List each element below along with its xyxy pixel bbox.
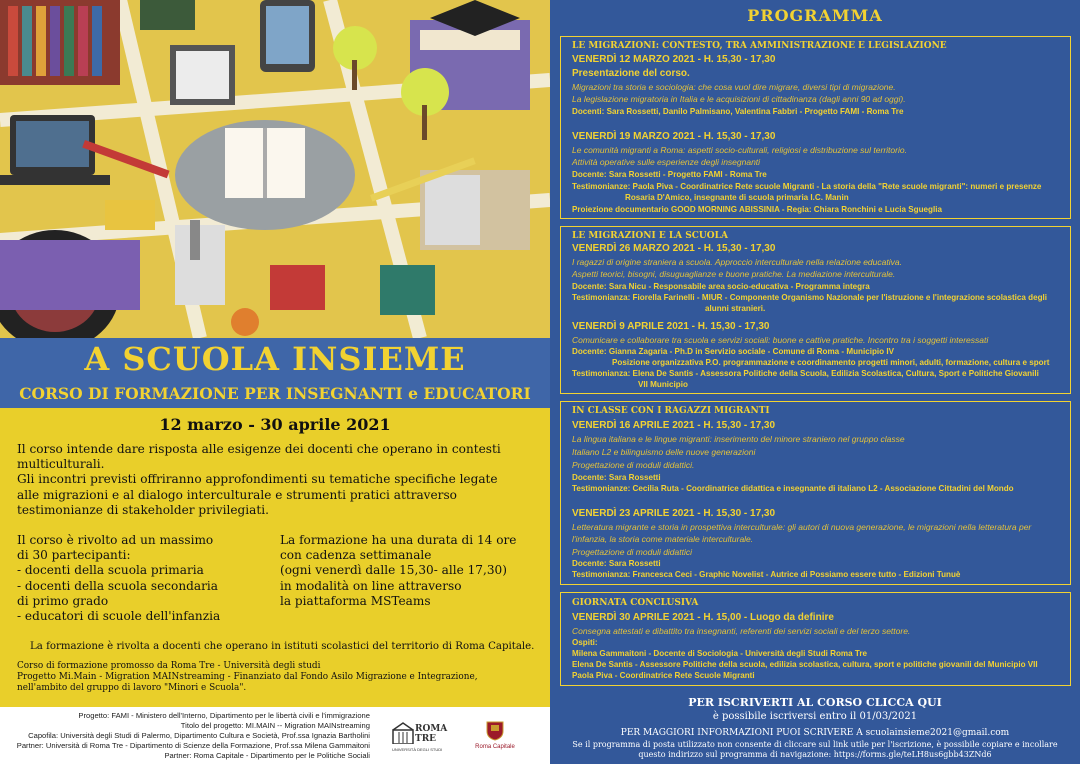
session-topic: Migrazioni tra storia e sociologia: che cosa vuol dire migrare, diversi tipi di migrazione. bbox=[572, 82, 896, 92]
school-illustration bbox=[0, 0, 550, 338]
session-date: VENERDÌ 26 MARZO 2021 - H. 15,30 - 17,30 bbox=[572, 243, 776, 254]
course-dates: 12 marzo - 30 aprile 2021 bbox=[159, 415, 391, 434]
session-testimony: Rosaria D'Amico, insegnante di scuola primaria I.C. Manin bbox=[625, 193, 849, 202]
link-instructions: Se il programma di posta utilizzato non consente di cliccare sul link utile per l'iscrizione, è possibile copiare e incollare questo indirizzo sul programma di navigazione: https://forms.gle/teLH8us6gbb43ZNd6 bbox=[572, 740, 1058, 759]
session-date: VENERDÌ 16 APRILE 2021 - H. 15,30 - 17,30 bbox=[572, 420, 776, 431]
session-testimony: Testimonianza: Fiorella Farinelli - MIUR - Componente Organismo Nazionale per l'istruzione e l'integrazione scolastica degli bbox=[572, 293, 1048, 302]
section-title: GIORNATA CONCLUSIVA bbox=[572, 598, 699, 608]
duration-line: la piattaforma MSTeams bbox=[280, 593, 431, 608]
participants-line: - docenti della scuola secondaria bbox=[17, 578, 218, 593]
session-date: VENERDÌ 12 MARZO 2021 - H. 15,30 - 17,30 bbox=[572, 54, 776, 65]
session-topic: La lingua italiana e le lingue migranti: inserimento del minore straniero nel gruppo classe bbox=[572, 434, 905, 444]
roma-capitale-caption: Roma Capitale bbox=[475, 744, 515, 750]
credit-line: Partner: Roma Capitale - Dipartimento per le Politiche Sociali bbox=[164, 750, 370, 760]
session-teachers: Docente: Sara Nicu - Responsabile area socio-educativa - Programma integra bbox=[572, 282, 870, 291]
promo-line: Progetto Mi.Main - Migration MAINstreaming - Finanziato dal Fondo Asilo Migrazione e Integrazione, bbox=[17, 672, 478, 682]
session-teachers: Docenti: Sara Rossetti, Danilo Palmisano, Valentina Fabbri - Progetto FAMI - Roma Tre bbox=[572, 107, 904, 116]
session-topic: Italiano L2 e bilinguismo delle nuove generazioni bbox=[572, 447, 756, 457]
participants-line: - docenti della scuola primaria bbox=[17, 563, 204, 578]
credit-line: Titolo del progetto: MI.MAIN -- Migration MAINstreaming bbox=[180, 720, 370, 730]
session-guest: Milena Gammaitoni - Docente di Sociologia - Università degli Studi Roma Tre bbox=[572, 649, 868, 658]
session-topic: Le comunità migranti a Roma: aspetti socio-culturali, religiosi e distribuzione sul territorio. bbox=[572, 145, 907, 155]
page-title: A SCUOLA INSIEME bbox=[84, 340, 466, 378]
roma-tre-logo bbox=[392, 722, 450, 756]
session-topic: l'infanzia, la storia come materiale interculturale. bbox=[572, 534, 754, 544]
roma-capitale-logo bbox=[470, 719, 520, 757]
section-title: LE MIGRAZIONI E LA SCUOLA bbox=[572, 231, 728, 241]
section-title: IN CLASSE CON I RAGAZZI MIGRANTI bbox=[572, 406, 770, 416]
duration-line: in modalità on line attraverso bbox=[280, 578, 462, 593]
session-topic: Comunicare e collaborare tra scuola e servizi sociali: buone e cattive pratiche. Incontro tra i soggetti interessati bbox=[572, 335, 989, 345]
credit-line: Progetto: FAMI - Ministero dell'Interno, Dipartimento per le libertà civili e l'immigrazione bbox=[78, 711, 370, 720]
participants-line: di primo grado bbox=[17, 593, 109, 608]
credit-line: Capofila: Università degli Studi di Palermo, Dipartimento Cultura e Società, Prof.ssa Ignazia Bartholini bbox=[28, 730, 370, 740]
session-topic: Progettazione di moduli didattici bbox=[572, 547, 693, 557]
register-link[interactable]: PER ISCRIVERTI AL CORSO CLICCA QUI bbox=[688, 696, 942, 709]
session-topic: I ragazzi di origine straniera a scuola. Approccio interculturale nella relazione educativa. bbox=[572, 257, 902, 267]
roma-tre-caption: UNIVERSITÀ DEGLI STUDI bbox=[392, 747, 443, 752]
session-testimony: VII Municipio bbox=[638, 380, 688, 389]
participants-line: di 30 partecipanti: bbox=[17, 548, 131, 563]
session-teachers: Docente: Sara Rossetti bbox=[572, 473, 661, 482]
intro-line: Gli incontri previsti offriranno approfondimenti su tematiche specifiche legate bbox=[17, 472, 498, 487]
footer-credits bbox=[8, 711, 370, 761]
session-screening: Proiezione documentario GOOD MORNING ABISSINIA - Regia: Chiara Ronchini e Lucia Sgueglia bbox=[572, 205, 942, 214]
session-date: VENERDÌ 23 APRILE 2021 - H. 15,30 - 17,30 bbox=[572, 508, 776, 519]
session-date: VENERDÌ 9 APRILE 2021 - H. 15,30 - 17,30 bbox=[572, 321, 770, 332]
promo-text bbox=[17, 661, 547, 694]
session-topic: La legislazione migratoria in Italia e le acquisizioni di cittadinanza (dagli anni 90 ad oggi). bbox=[572, 94, 906, 104]
intro-line: alle migrazioni e al dialogo interculturale e strumenti pratici attraverso bbox=[17, 487, 457, 502]
session-topic: Attività operative sulle esperienze degli insegnanti bbox=[572, 157, 761, 167]
session-testimony: Testimonianze: Paola Piva - Coordinatrice Rete scuole Migranti - La storia della "Rete scuole migranti": numeri e presenze bbox=[572, 182, 1042, 191]
page-subtitle: CORSO DI FORMAZIONE PER INSEGNANTI e EDUCATORI bbox=[19, 384, 531, 403]
target-text: La formazione è rivolta a docenti che operano in istituti scolastici del territorio di Roma Capitale. bbox=[30, 641, 535, 652]
participants-column bbox=[17, 533, 277, 624]
register-deadline: è possibile iscriversi entro il 01/03/2021 bbox=[712, 711, 918, 722]
duration-line: con cadenza settimanale bbox=[280, 548, 432, 563]
intro-line: multiculturali. bbox=[17, 457, 105, 472]
duration-column bbox=[280, 533, 545, 609]
session-testimony: Testimonianze: Cecilia Ruta - Coordinatrice didattica e insegnante di italiano L2 - Associazione Cittadini del Mondo bbox=[572, 484, 1014, 493]
session-guests-label: Ospiti: bbox=[572, 638, 598, 647]
session-guest: Paola Piva - Coordinatrice Rete Scuole Migranti bbox=[572, 671, 755, 680]
session-date: VENERDÌ 19 MARZO 2021 - H. 15,30 - 17,30 bbox=[572, 131, 776, 142]
participants-line: - educatori di scuole dell'infanzia bbox=[17, 609, 221, 624]
duration-line: La formazione ha una durata di 14 ore bbox=[280, 533, 517, 547]
contact-info: PER MAGGIORI INFORMAZIONI PUOI SCRIVERE A scuolainsieme2021@gmail.com bbox=[620, 728, 1010, 738]
session-teachers: Docente: Sara Rossetti - Progetto FAMI - Roma Tre bbox=[572, 170, 767, 179]
duration-line: (ogni venerdì dalle 15,30- alle 17,30) bbox=[280, 563, 507, 578]
program-title: PROGRAMMA bbox=[747, 6, 883, 25]
session-topic: Aspetti teorici, bisogni, disuguaglianze e buone pratiche. La mediazione interculturale. bbox=[572, 269, 896, 279]
intro-paragraph bbox=[17, 442, 542, 518]
session-testimony: Testimonianza: Francesca Ceci - Graphic Novelist - Autrice di Possiamo essere tutto - Edizioni Tunuè bbox=[572, 570, 961, 579]
session-guest: Elena De Santis - Assessore Politiche della scuola, edilizia scolastica, cultura, sport e politiche giovanili del Municipio VII bbox=[572, 660, 1038, 669]
promo-line: Corso di formazione promosso da Roma Tre - Università degli studi bbox=[17, 661, 321, 671]
section-title: LE MIGRAZIONI: CONTESTO, TRA AMMINISTRAZIONE E LEGISLAZIONE bbox=[572, 41, 947, 51]
session-topic: Consegna attestati e dibattito tra insegnanti, referenti dei servizi sociali e del terzo settore. bbox=[572, 626, 911, 636]
session-role: Posizione organizzativa P.O. programmazione e coordinamento progetti minori, adulti, formazione, cultura e sport bbox=[612, 358, 1050, 367]
credit-line: Partner: Università di Roma Tre - Dipartimento di Scienze della Formazione, Prof.ssa Milena Gammaitoni bbox=[16, 740, 370, 750]
session-date: VENERDÌ 30 APRILE 2021 - H. 15,00 - Luogo da definire bbox=[572, 612, 834, 623]
promo-line: nell'ambito del gruppo di lavoro "Minori e Scuola". bbox=[17, 683, 247, 693]
session-testimony: Testimonianza: Elena De Santis - Assessora Politiche della Scuola, Edilizia Scolastica, Cultura, Sport e Politiche Giovanili bbox=[572, 369, 1039, 378]
session-teachers: Docente: Gianna Zagaria - Ph.D in Servizio sociale - Comune di Roma - Municipio IV bbox=[572, 347, 895, 356]
session-topic: Progettazione di moduli didattici. bbox=[572, 460, 695, 470]
intro-line: testimonianze di stakeholder privilegiati. bbox=[17, 502, 269, 517]
session-topic: Letteratura migrante e storia in prospettiva interculturale: gli autori di nuova generazione, le migrazioni nella letteratura per bbox=[572, 522, 1032, 532]
roma-tre-name: ROMA TRE bbox=[415, 724, 448, 744]
session-testimony: alunni stranieri. bbox=[705, 304, 766, 313]
session-subtitle: Presentazione del corso. bbox=[572, 68, 690, 79]
participants-line: Il corso è rivolto ad un massimo bbox=[17, 533, 214, 547]
session-teachers: Docente: Sara Rossetti bbox=[572, 559, 661, 568]
intro-line: Il corso intende dare risposta alle esigenze dei docenti che operano in contesti bbox=[17, 442, 501, 456]
